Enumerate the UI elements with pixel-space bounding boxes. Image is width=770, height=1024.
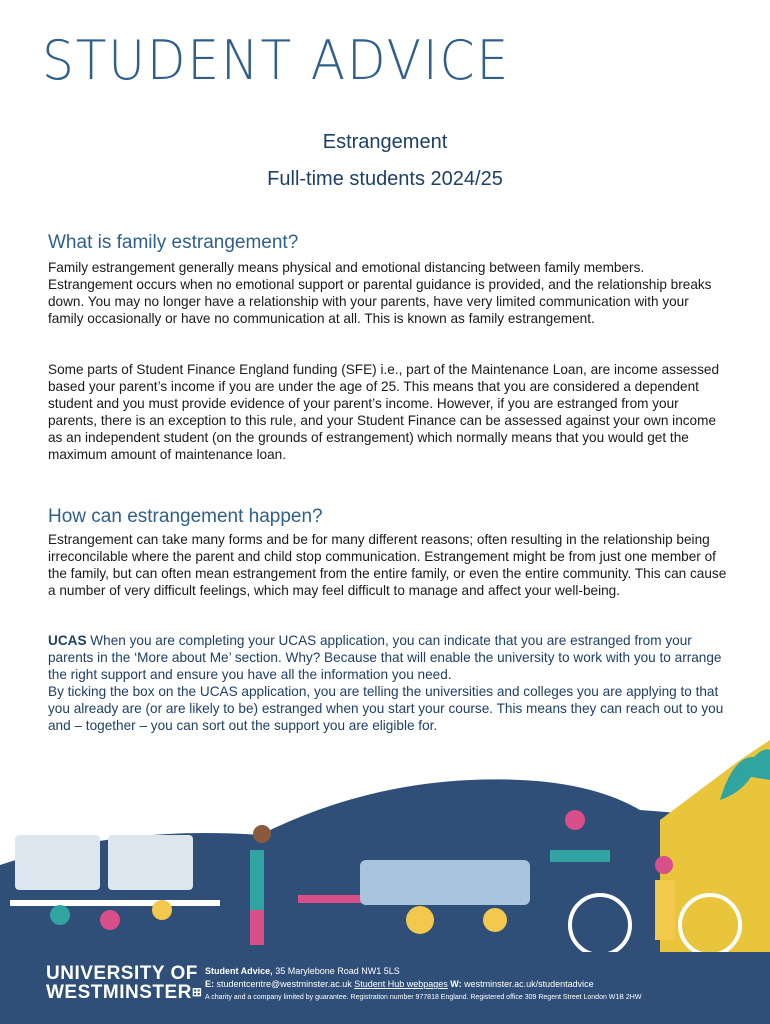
paragraph-definition: Family estrangement generally means physical and emotional distancing between family members. Estrangement occurs when no emotional support or parental guidance is provided, and the relationship breaks down. You may no longer have a relationship with your parents, have very limited communication with your family occasionally or have no communication at all. This is known as family estrangement. — [48, 260, 712, 326]
web-link[interactable]: westminster.ac.uk/studentadvice — [461, 979, 594, 989]
section-heading-how: How can estrangement happen? — [48, 506, 323, 527]
footer — [0, 952, 770, 1024]
student-hub-link[interactable]: Student Hub webpages — [354, 979, 448, 989]
footer-legal: A charity and a company limited by guarantee. Registration number 977818 England. Registered office 309 Regent Street London W1B 2HW — [205, 994, 642, 1001]
university-logo — [46, 964, 202, 1002]
footer-contact — [205, 978, 594, 990]
email-label: E: — [205, 979, 214, 989]
banner-title: STUDENT ADVICE — [42, 29, 511, 92]
footer-address — [205, 965, 400, 977]
page-title: Estrangement — [322, 131, 448, 153]
logo-line-2: WESTMINSTER — [46, 982, 192, 1003]
ucas-label: UCAS — [48, 633, 87, 648]
address-text: 35 Marylebone Road NW1 5LS — [272, 966, 400, 976]
crest-icon: ⊞ — [191, 985, 203, 999]
section-heading-what: What is family estrangement? — [48, 232, 299, 253]
ucas-text-2: By ticking the box on the UCAS application, you are telling the universities and colleges you are applying to that you already are (or are likely to be) estranged when you start your course. This means they can reach out to you and – together – you can sort out the support you are eligible for. — [48, 684, 724, 733]
web-label: W: — [447, 979, 462, 989]
ucas-text: When you are completing your UCAS application, you can indicate that you are estranged from your parents in the ‘More about Me’ section. Why? Because that will enable the university to work with you to arrange the right support and ensure you have all the information you need. — [48, 633, 722, 682]
campus-illustration — [0, 740, 770, 955]
paragraph-ucas — [48, 632, 728, 734]
paragraph-sfe: Some parts of Student Finance England funding (SFE) i.e., part of the Maintenance Loan, are income assessed based your parent’s income if you are under the age of 25. This means that you are considered a dependent student and you must provide evidence of your parent’s income. However, if you are estranged from your parents, there is an exception to this rule, and your Student Finance can be assessed against your own income as an independent student (on the grounds of estrangement) which normally means that you would get the maximum amount of maintenance loan. — [48, 362, 720, 462]
logo-line-1: UNIVERSITY OF — [46, 963, 198, 984]
paragraph-forms: Estrangement can take many forms and be for many different reasons; often resulting in the relationship being irreconcilable where the parent and child stop communication. Estrangement might be from just one member of the family, but can often mean estrangement from the entire family, or even the entire community. This can cause a number of very difficult feelings, which may feel difficult to manage and affect your well-being. — [48, 532, 727, 598]
advice-label: Student Advice, — [205, 966, 273, 976]
page-subtitle: Full-time students 2024/25 — [267, 168, 503, 190]
email-link[interactable]: studentcentre@westminster.ac.uk — [214, 979, 355, 989]
